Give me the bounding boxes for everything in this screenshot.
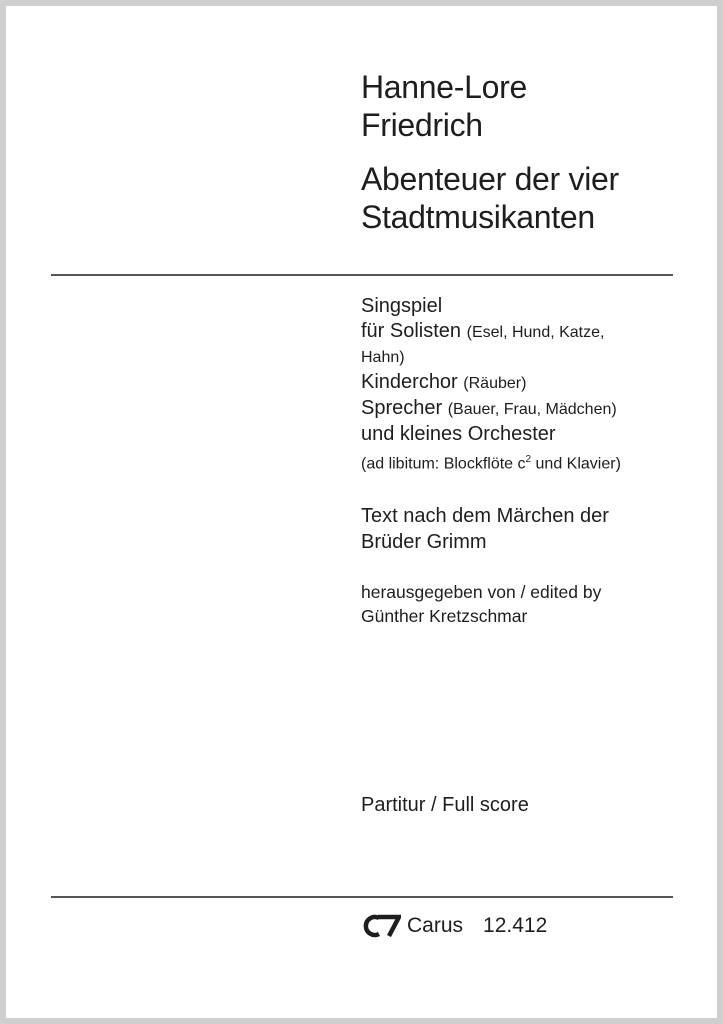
genre-label: Singspiel bbox=[361, 295, 443, 317]
text-source-line-1: Text nach dem Märchen der bbox=[361, 505, 609, 527]
ad-libitum-line bbox=[361, 447, 703, 476]
choir-label: Kinderchor bbox=[361, 371, 458, 393]
top-divider bbox=[51, 274, 673, 276]
bottom-divider bbox=[51, 896, 673, 898]
catalog-number: 12.412 bbox=[483, 914, 548, 937]
editor-credit-label: herausgegeben von / edited by bbox=[361, 582, 602, 602]
ad-libitum-text-a: (ad libitum: Blockflöte c bbox=[361, 455, 526, 473]
work-title bbox=[361, 160, 703, 236]
carus-logo-icon bbox=[361, 914, 401, 938]
soloists-label: für Solisten bbox=[361, 320, 462, 342]
composer-name bbox=[361, 68, 703, 144]
choir-role: (Räuber) bbox=[463, 375, 527, 392]
text-source-line-2: Brüder Grimm bbox=[361, 531, 487, 553]
ad-libitum-superscript: 2 bbox=[525, 454, 532, 465]
text-source bbox=[361, 503, 703, 555]
ad-libitum-text-b: und Klavier) bbox=[531, 455, 621, 473]
soloists-roles: (Esel, Hund, Katze, bbox=[466, 324, 605, 341]
publisher-name: Carus bbox=[407, 914, 464, 937]
publisher-footer bbox=[361, 914, 547, 938]
speaker-roles: (Bauer, Frau, Mädchen) bbox=[447, 401, 617, 418]
scoring-description bbox=[361, 294, 703, 476]
editor-name: Günther Kretzschmar bbox=[361, 606, 528, 626]
editor-credit bbox=[361, 580, 703, 628]
choir-line bbox=[361, 370, 703, 396]
composer-last-name: Friedrich bbox=[361, 107, 483, 143]
speaker-line bbox=[361, 396, 703, 422]
work-title-line-2: Stadtmusikanten bbox=[361, 199, 595, 235]
composer-first-name: Hanne-Lore bbox=[361, 69, 528, 105]
orchestra-line: und kleines Orchester bbox=[361, 423, 556, 445]
soloists-line bbox=[361, 319, 703, 345]
speaker-label: Sprecher bbox=[361, 397, 443, 419]
edition-type: Partitur / Full score bbox=[361, 794, 529, 816]
soloists-roles-continued: Hahn) bbox=[361, 349, 405, 366]
work-title-line-1: Abenteuer der vier bbox=[361, 161, 619, 197]
